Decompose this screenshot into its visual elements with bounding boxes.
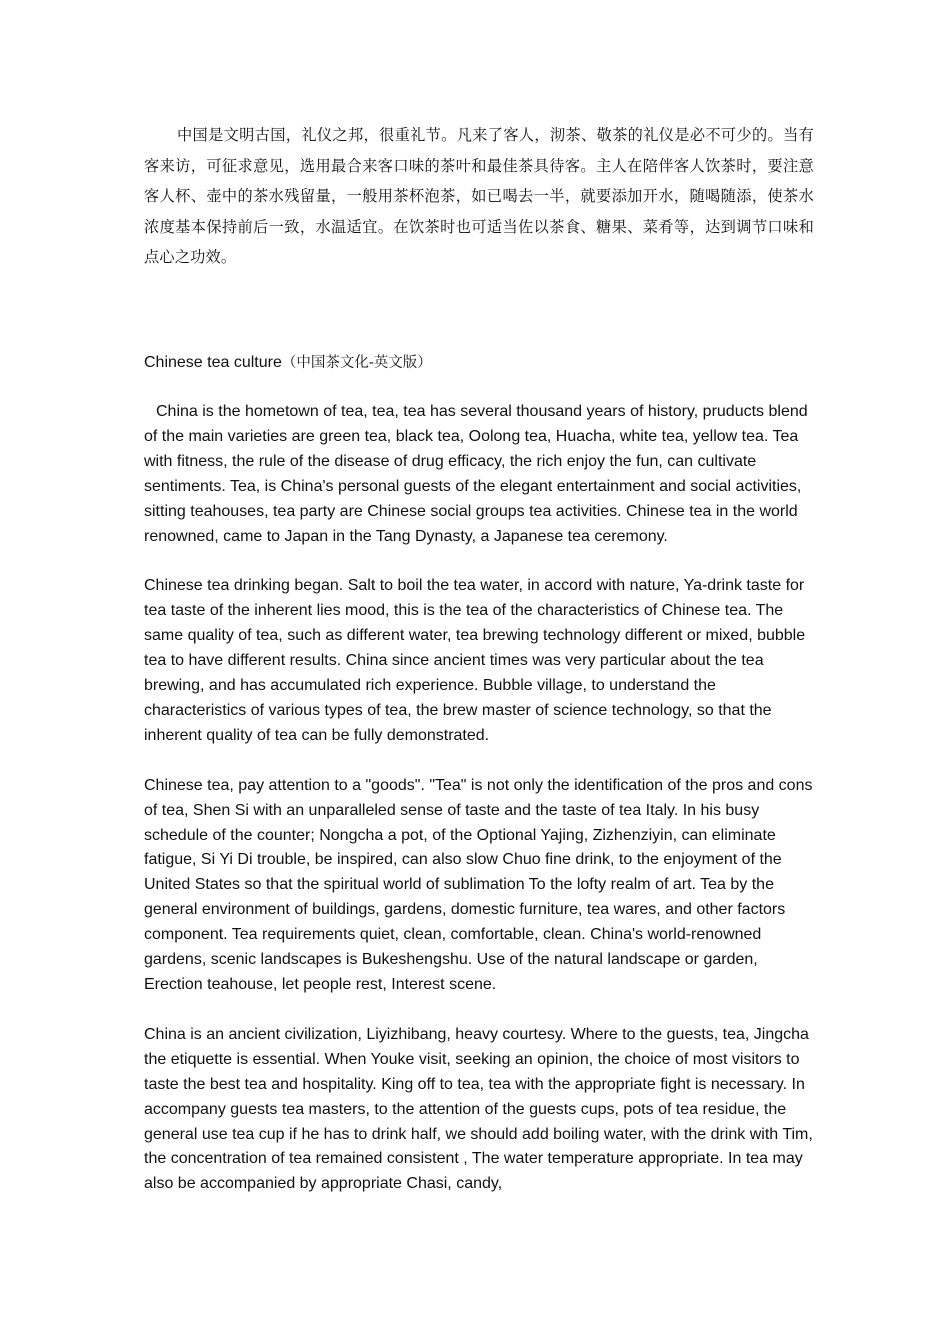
- paragraph-2: Chinese tea drinking began. Salt to boil the tea water, in accord with nature, Ya-drink taste for tea taste of the inherent lies mood, this is the tea of the characteristics of Chinese tea. The same quality of tea, such as different water, tea brewing technology different or mixed, bubble tea to have different results. China since ancient times was very particular about the tea brewing, and has accumulated rich experience. Bubble village, to understand the characteristics of various types of tea, the brew master of science technology, so that the inherent quality of tea can be fully demonstrated.: [144, 577, 806, 744]
- heading-chinese: （中国茶文化-英文版）: [281, 354, 432, 371]
- document-page: [144, 120, 814, 1197]
- paragraph-1: China is the hometown of tea, tea, tea has several thousand years of history, pruducts blend of the main varieties are green tea, black tea, Oolong tea, Huacha, white tea, yellow tea. Tea with fitness, the rule of the disease of drug efficacy, the rich enjoy the fun, can cultivate sentiments. Tea, is China's personal guests of the elegant entertainment and social activities, sitting teahouses, tea party are Chinese social groups tea activities. Chinese tea in the world renowned, came to Japan in the Tang Dynasty, a Japanese tea ceremony.: [144, 402, 808, 545]
- heading-english: Chinese tea culture: [144, 353, 282, 371]
- chinese-paragraph: 中国是文明古国，礼仪之邦，很重礼节。凡来了客人，沏茶、敬茶的礼仪是必不可少的。当有客来访，可征求意见，选用最合来客口味的茶叶和最佳茶具待客。主人在陪伴客人饮茶时，要注意客人杯、壶中的茶水残留量，一般用茶杯泡茶，如已喝去一半，就要添加开水，随喝随添，使茶水浓度基本保持前后一致，水温适宜。在饮茶时也可适当佐以茶食、糖果、菜肴等，达到调节口味和点心之功效。: [144, 126, 814, 267]
- paragraph-3: Chinese tea, pay attention to a "goods". "Tea" is not only the identification of the pros and cons of tea, Shen Si with an unparalleled sense of taste and the taste of tea Italy. In his busy schedule of the counter; Nongcha a pot, of the Optional Yajing, Zizhenziyin, can eliminate fatigue, Si Yi Di trouble, be inspired, can also slow Chuo fine drink, to the enjoyment of the United States so that the spiritual world of sublimation To the lofty realm of art. Tea by the general environment of buildings, gardens, domestic furniture, tea wares, and other factors component. Tea requirements quiet, clean, comfortable, clean. China's world-renowned gardens, scenic landscapes is Bukeshengshu. Use of the natural landscape or garden, Erection teahouse, let people rest, Interest scene.: [144, 776, 813, 993]
- document-heading: [144, 351, 814, 375]
- paragraph-4: China is an ancient civilization, Liyizhibang, heavy courtesy. Where to the guests, tea, Jingcha the etiquette is essential. When Youke visit, seeking an opinion, the choice of most visitors to taste the best tea and hospitality. King off to tea, tea with the appropriate fight is necessary. In accompany guests tea masters, to the attention of the guests cups, pots of tea residue, the general use tea cup if he has to drink half, we should add boiling water, with the drink with Tim, the concentration of tea remained consistent , The water temperature appropriate. In tea may also be accompanied by appropriate Chasi, candy,: [144, 1025, 813, 1193]
